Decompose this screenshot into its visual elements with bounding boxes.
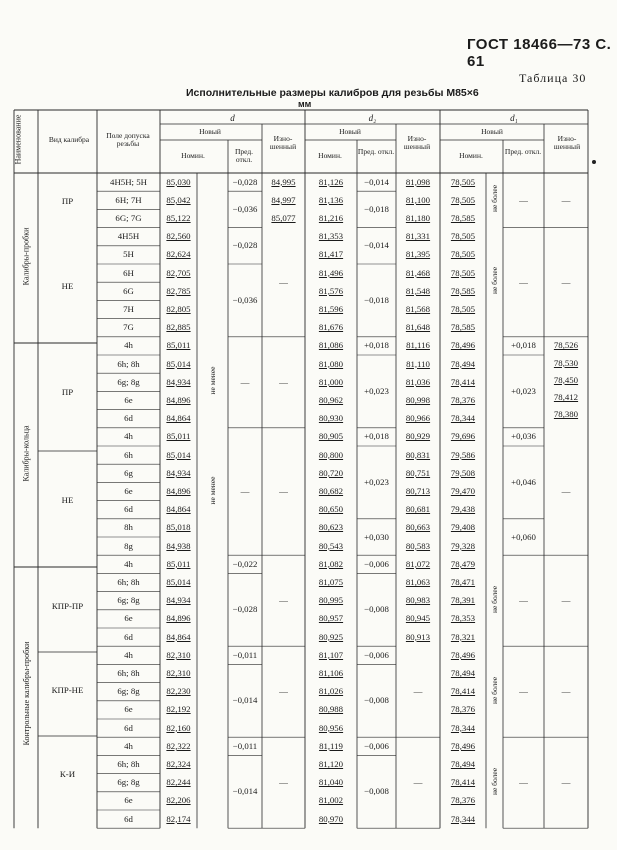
cell-d: 82,244 [166,777,191,788]
cell-d1: 78,496 [450,340,476,351]
cell-pole: 4H5H; 5H [110,176,147,187]
cell-d-iz: 84,995 [271,176,296,187]
cell-d1: 78,344 [450,813,476,824]
cell-pole: 5H [123,249,134,260]
cell-d1: 78,344 [450,413,476,424]
cell-pole: 6h; 8h [117,577,140,587]
merged-d2_pred: +0,018 [364,340,389,351]
cell-d2: 81,576 [318,285,344,296]
cell-d1: 78,321 [450,631,476,642]
table-number: Таблица 30 [519,71,587,85]
header-d: d [230,113,235,123]
cell-d2-iz: 81,100 [405,194,431,205]
cell-d: 82,805 [166,304,191,314]
merged-d_iz: — [279,376,288,387]
merged-d_pred: — [240,376,250,387]
cell-d2: 80,623 [318,522,344,533]
merged-d_pred: −0,022 [232,558,258,569]
cell-d: 84,896 [166,395,191,405]
cell-d: 84,896 [166,486,191,496]
cell-pole: 6g; 8g [117,777,140,788]
merged-d_iz: — [279,595,288,606]
cell-d-iz: 85,077 [271,213,296,223]
cell-d: 84,934 [166,467,191,478]
group-label-0: Калибры-пробки [21,227,31,286]
cell-d2-iz: 81,110 [406,358,430,369]
cell-pole: 4h [124,431,133,442]
merged-d2_pred: −0,018 [364,294,389,305]
cell-d1: 79,696 [450,431,476,442]
merged-d_pred: −0,028 [232,604,258,615]
merged-d_pred: −0,036 [232,294,258,305]
cell-d2-iz: 81,648 [405,322,431,333]
cell-d2: 80,800 [318,449,344,460]
merged-d_iz: — [279,686,288,697]
cell-d2: 81,596 [318,304,344,314]
cell-pole: 4h [124,558,133,569]
cell-pole: 6G; 7G [115,213,142,223]
cell-d: 85,042 [166,194,191,205]
merged-d1_iz: — [561,595,571,606]
cell-d2: 80,957 [318,613,344,624]
cell-d1: 78,496 [450,649,476,660]
merged-d1_pred: +0,060 [511,531,536,542]
cell-d1: 79,508 [450,467,476,478]
cell-d1-iz: 78,412 [553,391,579,402]
cell-d: 84,934 [166,376,191,387]
cell-d2-iz: 81,036 [405,376,431,387]
merged-d_iz: — [279,276,288,287]
note-d1_note: не более [489,267,499,295]
cell-d1-iz: 78,380 [553,409,579,420]
cell-d2: 80,995 [318,595,344,606]
cell-d2-iz: 80,966 [405,413,431,424]
merged-d_pred: −0,014 [232,695,258,706]
cell-d1: 78,376 [450,795,476,806]
header-pred-d1: Пред. откл. [504,147,542,156]
cell-d1-iz: 78,526 [553,340,579,351]
merged-d2_pred: −0,008 [364,604,389,615]
merged-d1_pred: — [519,777,528,788]
cell-d1: 78,494 [450,358,476,369]
merged-d_pred: −0,014 [232,786,258,797]
cell-d: 82,160 [166,722,191,733]
cell-d: 85,014 [166,358,191,369]
cell-d1: 78,505 [450,231,476,242]
cell-pole: 6h; 8h [117,668,140,678]
kind-label-5: КПР-НЕ [51,684,84,695]
header-novyi-d2: Новый [339,127,361,136]
cell-d2-iz: 80,713 [405,486,431,496]
cell-pole: 6h [124,449,133,460]
merged-d2_pred: +0,023 [364,385,389,396]
merged-d2_iz: — [413,686,423,697]
kind-label-4: КПР-ПР [51,600,84,611]
cell-d2-iz: 80,583 [405,540,431,551]
cell-pole: 6H [123,267,134,278]
cell-d1: 79,470 [450,486,476,496]
cell-d1: 78,471 [450,577,476,587]
cell-d1: 78,414 [450,376,476,387]
cell-d2-iz: 81,468 [405,267,431,278]
cell-d2: 81,216 [318,213,344,223]
header-iznosh-d: Изно-шенный [269,134,297,151]
cell-d1: 78,353 [450,613,476,624]
header-pred-d2: Пред. откл. [357,147,395,156]
cell-pole: 6h; 8h [117,759,140,769]
kind-label-6: К-И [59,768,76,779]
header-novyi-d: Новый [199,127,221,136]
merged-d1_pred: +0,046 [511,476,536,487]
cell-pole: 6e [124,704,133,715]
cell-d2-iz: 81,548 [405,285,431,296]
cell-d: 84,938 [166,540,191,551]
cell-d1: 78,496 [450,740,476,751]
cell-pole: 6g; 8g [117,686,140,697]
cell-d2-iz: 81,116 [406,340,430,351]
cell-d1: 78,414 [450,686,476,697]
merged-d2_pred: −0,014 [364,240,389,251]
header-naimenovanie: Наименование [13,114,23,165]
cell-pole: 6d [124,722,133,733]
cell-d: 85,014 [166,577,191,587]
merged-d1_pred: +0,036 [511,431,536,442]
note-d_note: не менее [208,366,217,395]
cell-d2-iz: 80,681 [405,504,431,515]
cell-d1: 78,414 [450,777,476,788]
merged-d2_iz: — [413,777,423,788]
cell-d2-iz: 80,663 [405,522,431,533]
cell-d: 82,560 [166,231,191,242]
cell-d2: 81,080 [318,358,344,369]
note-d1_note: не более [490,767,499,795]
cell-d: 82,192 [166,704,191,715]
margin-dot [592,160,596,164]
cell-d2-iz: 80,831 [405,449,431,460]
merged-d1_iz: — [561,777,571,788]
cell-d: 82,310 [166,649,191,660]
cell-d: 82,885 [166,322,191,333]
cell-pole: 6e [124,395,133,405]
merged-d2_pred: −0,006 [364,558,389,569]
merged-d1_iz: — [561,276,571,287]
cell-d: 84,934 [166,595,191,606]
cell-d2-iz: 81,568 [405,304,431,314]
header-vid: Вид калибра [48,135,90,144]
note-d_note: не менее [207,476,217,504]
cell-d2-iz: 80,945 [405,613,431,624]
cell-pole: 6e [124,795,133,806]
cell-d1: 79,328 [450,540,476,551]
merged-d2_pred: +0,023 [364,476,389,487]
header-pred-d: Пред. откл. [234,147,254,164]
note-d1_note: не более [490,676,499,704]
kind-label-3: НЕ [61,494,74,505]
merged-d_pred: −0,028 [232,176,258,187]
cell-d: 82,785 [166,285,191,296]
cell-d2-iz: 80,751 [405,467,431,478]
cell-d2: 81,496 [318,267,344,278]
cell-d2: 81,040 [318,777,344,788]
cell-d1-iz: 78,450 [553,374,579,385]
cell-d: 85,011 [166,431,191,442]
cell-d: 85,030 [166,176,191,187]
merged-d2_pred: −0,006 [364,649,389,660]
cell-d2: 80,988 [318,704,344,715]
cell-d2: 80,682 [318,486,344,496]
cell-d1: 78,505 [450,267,476,278]
cell-d: 82,324 [166,759,191,769]
cell-d2: 80,905 [318,431,344,442]
header-novyi-d1: Новый [481,127,503,136]
merged-d_pred: — [240,486,250,496]
cell-d: 85,014 [166,449,191,460]
cell-pole: 6H; 7H [115,194,142,205]
cell-d2: 80,970 [318,813,344,824]
cell-d2: 80,650 [318,504,344,515]
cell-d2: 81,002 [318,795,344,806]
kind-label-2: ПР [61,386,74,397]
cell-pole: 6h; 8h [117,358,140,369]
cell-d2: 81,082 [318,558,344,569]
cell-pole: 6d [124,813,133,824]
cell-d2: 80,962 [318,395,344,405]
merged-d1_pred: +0,018 [511,340,536,351]
merged-d2_pred: −0,006 [364,740,389,751]
cell-d2-iz: 81,395 [405,249,431,260]
cell-d1: 78,376 [450,395,476,405]
merged-d2_pred: −0,018 [364,203,389,214]
cell-d2: 81,120 [318,759,344,769]
cell-d: 85,011 [166,558,191,569]
cell-pole: 4h [124,340,133,351]
cell-d1: 78,494 [450,759,476,769]
merged-d2_pred: −0,014 [364,176,389,187]
cell-pole: 7G [123,322,134,333]
cell-pole: 4h [124,649,133,660]
cell-d1: 79,586 [450,449,476,460]
cell-pole: 6g; 8g [117,595,140,606]
cell-d1: 78,505 [450,176,476,187]
cell-d1: 78,505 [450,304,476,314]
merged-d_pred: −0,011 [232,649,258,660]
merged-d_iz: — [279,486,288,496]
merged-d_pred: −0,011 [232,740,258,751]
cell-d2: 81,026 [318,686,344,697]
cell-d1: 78,585 [450,213,476,223]
note-d1_note: не более [489,185,499,213]
cell-pole: 6g; 8g [117,376,140,387]
merged-d1_iz: — [561,686,571,697]
cell-pole: 8h [124,522,133,533]
cell-d2: 80,543 [318,540,344,551]
cell-d2: 81,353 [318,231,344,242]
cell-pole: 6e [124,613,133,624]
cell-d2: 80,956 [318,722,344,733]
cell-pole: 6G [123,285,134,296]
cell-d1: 79,408 [450,522,476,533]
cell-pole: 8g [124,540,133,551]
merged-d1_iz: — [561,486,571,496]
cell-d2: 80,925 [318,631,344,642]
cell-d1: 79,438 [450,504,476,515]
merged-d1_pred: — [519,194,528,205]
cell-d: 85,011 [166,340,191,351]
merged-d2_pred: −0,008 [364,786,389,797]
merged-d_pred: −0,028 [232,240,258,251]
cell-d1: 78,391 [450,595,476,606]
header-nomin-d: Номин. [181,151,205,160]
group-label-1: Калибры-кольца [21,425,31,482]
cell-d2-iz: 81,072 [405,558,431,569]
cell-d: 84,864 [166,631,191,642]
cell-d2-iz: 80,913 [405,631,431,642]
cell-d1-iz: 78,530 [553,357,579,368]
cell-d: 82,310 [166,668,191,678]
merged-d2_pred: −0,008 [364,695,389,706]
header-nomin-d1: Номин. [459,151,483,160]
cell-d2: 81,119 [319,740,343,751]
cell-d: 85,018 [166,522,191,533]
cell-d2: 81,107 [318,649,344,660]
header-nomin-d2: Номин. [318,151,342,160]
cell-d1: 78,494 [450,668,476,678]
cell-pole: 6e [124,486,133,496]
merged-d1_pred: — [519,686,528,697]
cell-d2: 81,000 [318,376,344,387]
cell-pole: 4h [124,740,133,751]
header-d1: d₁ [510,113,518,123]
cell-d2: 81,126 [318,176,344,187]
cell-pole: 7H [123,304,134,314]
cell-d2-iz: 80,998 [405,395,431,405]
merged-d_pred: −0,036 [232,203,258,214]
standard-header: ГОСТ 18466—73 С. 61 [467,36,612,70]
cell-d: 82,174 [166,813,191,824]
cell-d-iz: 84,997 [271,194,296,205]
cell-d2-iz: 80,929 [405,431,431,442]
cell-d: 82,230 [166,686,191,697]
cell-d: 85,122 [166,213,191,223]
header-d2: d₂ [368,113,377,123]
kind-label-0: ПР [61,195,74,206]
cell-d2: 80,720 [318,467,344,478]
cell-pole: 4H5H [117,231,140,242]
cell-d2-iz: 81,063 [405,577,431,587]
cell-d: 82,705 [166,267,191,278]
kind-label-1: НЕ [61,280,74,291]
header-iznosh-d2: Изно-шенный [403,134,431,151]
header-iznosh-d1: Изно-шенный [553,134,581,151]
group-label-2: Контрольные калибры-пробки [21,641,31,745]
cell-d1: 78,376 [450,704,476,715]
cell-d: 82,322 [166,740,191,751]
merged-d1_pred: — [519,595,528,606]
merged-d2_pred: +0,018 [364,431,389,442]
cell-d2: 81,106 [318,668,344,678]
cell-d1: 78,505 [450,194,476,205]
cell-d2: 81,676 [318,322,344,333]
cell-d1: 78,344 [450,722,476,733]
cell-d1: 78,585 [450,322,476,333]
merged-d1_iz: — [561,194,571,205]
cell-d: 84,864 [166,413,191,424]
cell-d1: 78,585 [450,285,476,296]
merged-d1_pred: — [519,276,528,287]
cell-d2-iz: 81,180 [405,213,431,223]
cell-d2-iz: 81,098 [405,176,431,187]
cell-d1: 78,505 [450,249,476,260]
cell-d2-iz: 81,331 [405,231,431,242]
cell-d: 84,864 [166,504,191,515]
cell-d2: 80,930 [318,413,344,424]
cell-d2-iz: 80,983 [405,595,431,606]
table-unit: мм [298,99,312,109]
cell-d: 84,896 [166,613,191,624]
cell-d2: 81,417 [318,249,344,260]
cell-pole: 6d [124,631,133,642]
cell-pole: 6d [124,413,133,424]
cell-d2: 81,075 [318,577,344,587]
merged-d_iz: — [279,777,288,788]
cell-d: 82,624 [166,249,191,260]
merged-d2_pred: +0,030 [364,531,389,542]
cell-d2: 81,136 [318,194,344,205]
header-pole: Поле допуска резьбы [106,131,150,148]
note-d1_note: не более [490,585,499,613]
table-title: Исполнительные размеры калибров для резьбы M85×6 [186,87,479,99]
cell-d: 82,206 [166,795,191,806]
cell-d1: 78,479 [450,558,476,569]
merged-d1_pred: +0,023 [511,385,536,396]
cell-pole: 6g [124,467,133,478]
cell-pole: 6d [124,504,133,515]
cell-d2: 81,086 [318,340,344,351]
